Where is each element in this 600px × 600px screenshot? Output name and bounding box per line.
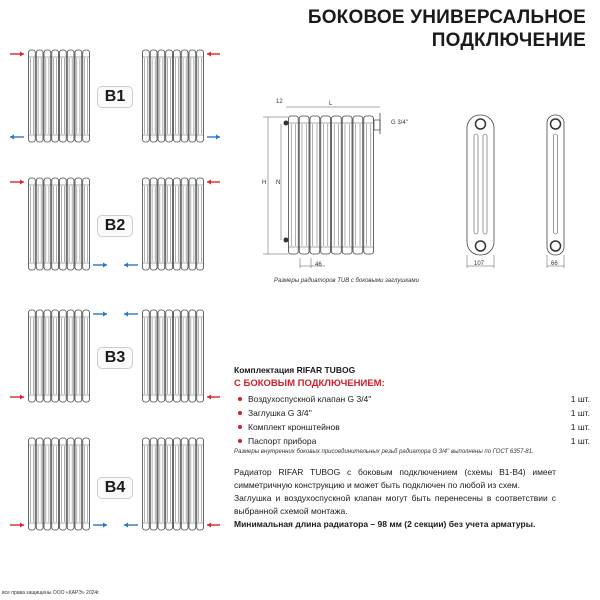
radiator-section: [52, 310, 59, 402]
radiator-section: [52, 178, 59, 270]
radiator-section: [83, 178, 90, 270]
return-arrow-head: [124, 312, 128, 317]
radiator-section: [166, 310, 173, 402]
port-icon: [476, 241, 486, 251]
radiator-section: [150, 178, 157, 270]
radiator-section: [310, 116, 320, 254]
kit-item-qty: 1 шт.: [570, 422, 590, 432]
radiator-icon: [28, 178, 90, 270]
return-arrow-head: [103, 523, 107, 528]
return-arrow-head: [124, 263, 128, 268]
radiator-section: [197, 50, 204, 142]
radiator-section: [36, 310, 43, 402]
port-icon: [551, 241, 561, 251]
kit-item: [234, 434, 590, 448]
kit-item: [234, 406, 590, 420]
radiator-section: [67, 438, 74, 530]
supply-arrow-head: [20, 180, 24, 185]
radiator-section: [75, 310, 82, 402]
dim-66: 66: [551, 261, 558, 267]
radiator-section: [174, 50, 181, 142]
scheme-label-b3: B3: [97, 347, 133, 369]
radiator-section: [197, 178, 204, 270]
dim-46: 46: [315, 262, 322, 268]
radiator-section: [44, 310, 51, 402]
return-arrow-head: [103, 312, 107, 317]
radiator-section: [143, 50, 150, 142]
supply-arrow-head: [207, 52, 211, 57]
radiator-section: [29, 438, 36, 530]
return-arrow-head: [10, 135, 14, 140]
radiator-section: [289, 116, 299, 254]
kit-list: [234, 365, 590, 448]
radiator-section: [189, 50, 196, 142]
radiator-section: [158, 178, 165, 270]
radiator-section: [174, 438, 181, 530]
radiator-section: [36, 178, 43, 270]
kit-item: [234, 420, 590, 434]
kit-item-qty: 1 шт.: [570, 436, 590, 446]
thread-note: Размеры внутренних боковых присоединительных резьб радиатора G 3/4'' выполнены по ГОСТ 6357-81.: [234, 449, 534, 455]
radiator-section: [67, 50, 74, 142]
radiator-section: [166, 178, 173, 270]
radiator-section: [29, 178, 36, 270]
radiator-section: [189, 178, 196, 270]
radiator-icon: [28, 50, 90, 142]
radiator-icon: [28, 438, 90, 530]
bullet-icon: [238, 425, 242, 429]
radiator-icon: [142, 438, 204, 530]
radiator-section: [44, 438, 51, 530]
radiator-section: [83, 50, 90, 142]
supply-arrow-head: [207, 180, 211, 185]
scheme-label-b2: B2: [97, 215, 133, 237]
description-p2: Заглушка и воздухоспускной клапан могут быть перенесены в соответствии с выбранной схемой монтажа.: [234, 493, 556, 516]
radiator-section: [181, 178, 188, 270]
radiator-section: [44, 178, 51, 270]
radiator-section: [197, 438, 204, 530]
radiator-section: [75, 50, 82, 142]
title-line-1: БОКОВОЕ УНИВЕРСАЛЬНОЕ: [307, 7, 586, 28]
dim-l: L: [329, 101, 333, 107]
radiator-section: [174, 178, 181, 270]
radiator-icon: [142, 178, 204, 270]
copyright: все права защищены ООО «КАРЭ» 2024г.: [2, 590, 100, 596]
return-arrow-head: [124, 523, 128, 528]
port-icon: [476, 119, 486, 129]
kit-item-name: Воздухоспускной клапан G 3/4'': [248, 394, 372, 404]
radiator-section: [60, 178, 67, 270]
radiator-section: [189, 310, 196, 402]
radiator-section: [75, 438, 82, 530]
return-arrow-head: [103, 263, 107, 268]
return-arrow-head: [216, 135, 220, 140]
radiator-section: [44, 50, 51, 142]
bullet-icon: [238, 411, 242, 415]
radiator-section: [181, 310, 188, 402]
description-p3: Минимальная длина радиатора – 98 мм (2 секции) без учета арматуры.: [234, 519, 536, 529]
kit-heading: Комплектация RIFAR TUBOG: [234, 365, 356, 375]
radiator-section: [299, 116, 309, 254]
radiator-section: [36, 438, 43, 530]
radiator-section: [150, 438, 157, 530]
radiator-section: [197, 310, 204, 402]
supply-arrow-head: [20, 52, 24, 57]
radiator-section: [181, 438, 188, 530]
radiator-section: [364, 116, 374, 254]
title-line-2: ПОДКЛЮЧЕНИЕ: [431, 30, 586, 51]
supply-arrow-head: [207, 395, 211, 400]
radiator-section: [143, 178, 150, 270]
radiator-section: [52, 438, 59, 530]
radiator-section: [158, 438, 165, 530]
radiator-section: [353, 116, 363, 254]
radiator-section: [83, 438, 90, 530]
radiator-section: [158, 50, 165, 142]
dim-h: H: [262, 180, 267, 186]
supply-arrow-head: [207, 523, 211, 528]
drawing-caption: Размеры радиаторов TUB с боковыми заглушками: [274, 278, 419, 284]
radiator-section: [60, 438, 67, 530]
radiator-section: [75, 178, 82, 270]
radiator-section: [150, 50, 157, 142]
radiator-icon: [142, 50, 204, 142]
plug: [284, 238, 289, 243]
dim-12: 12: [276, 99, 283, 105]
fitting: [374, 120, 380, 130]
radiator-icon: [288, 116, 374, 254]
radiator-section: [29, 310, 36, 402]
radiator-section: [321, 116, 331, 254]
radiator-section: [150, 310, 157, 402]
radiator-section: [166, 50, 173, 142]
radiator-section: [67, 178, 74, 270]
side-view-107: [467, 115, 494, 255]
kit-item: [234, 392, 590, 406]
description-p1: Радиатор RIFAR TUBOG с боковым подключением (схемы B1-B4) имеет симметричную конструкцию и может быть подключен по любой из схем.: [234, 467, 556, 490]
plug: [284, 121, 289, 126]
kit-item-name: Комплект кронштейнов: [248, 422, 340, 432]
radiator-section: [29, 50, 36, 142]
port-icon: [551, 119, 561, 129]
radiator-section: [143, 438, 150, 530]
radiator-section: [332, 116, 342, 254]
radiator-section: [342, 116, 352, 254]
kit-item-qty: 1 шт.: [570, 408, 590, 418]
radiator-section: [60, 310, 67, 402]
radiator-section: [67, 310, 74, 402]
radiator-section: [158, 310, 165, 402]
dim-107: 107: [474, 261, 485, 267]
thread-label: G 3/4'': [391, 120, 408, 126]
kit-item-name: Паспорт прибора: [248, 436, 317, 446]
radiator-section: [143, 310, 150, 402]
radiator-section: [189, 438, 196, 530]
scheme-label-b1: B1: [97, 86, 133, 108]
description: [234, 466, 556, 531]
radiator-section: [174, 310, 181, 402]
dim-n: N: [276, 180, 281, 186]
bullet-icon: [238, 439, 242, 443]
bullet-icon: [238, 397, 242, 401]
kit-subheading: С БОКОВЫМ ПОДКЛЮЧЕНИЕМ:: [234, 378, 385, 389]
kit-item-name: Заглушка G 3/4'': [248, 408, 312, 418]
radiator-section: [166, 438, 173, 530]
radiator-icon: [142, 310, 204, 402]
supply-arrow-head: [20, 523, 24, 528]
radiator-section: [36, 50, 43, 142]
page-title: [308, 6, 586, 52]
radiator-section: [52, 50, 59, 142]
radiator-icon: [28, 310, 90, 402]
radiator-section: [181, 50, 188, 142]
supply-arrow-head: [20, 395, 24, 400]
kit-item-qty: 1 шт.: [570, 394, 590, 404]
radiator-section: [60, 50, 67, 142]
radiator-section: [83, 310, 90, 402]
scheme-label-b4: B4: [97, 477, 133, 499]
